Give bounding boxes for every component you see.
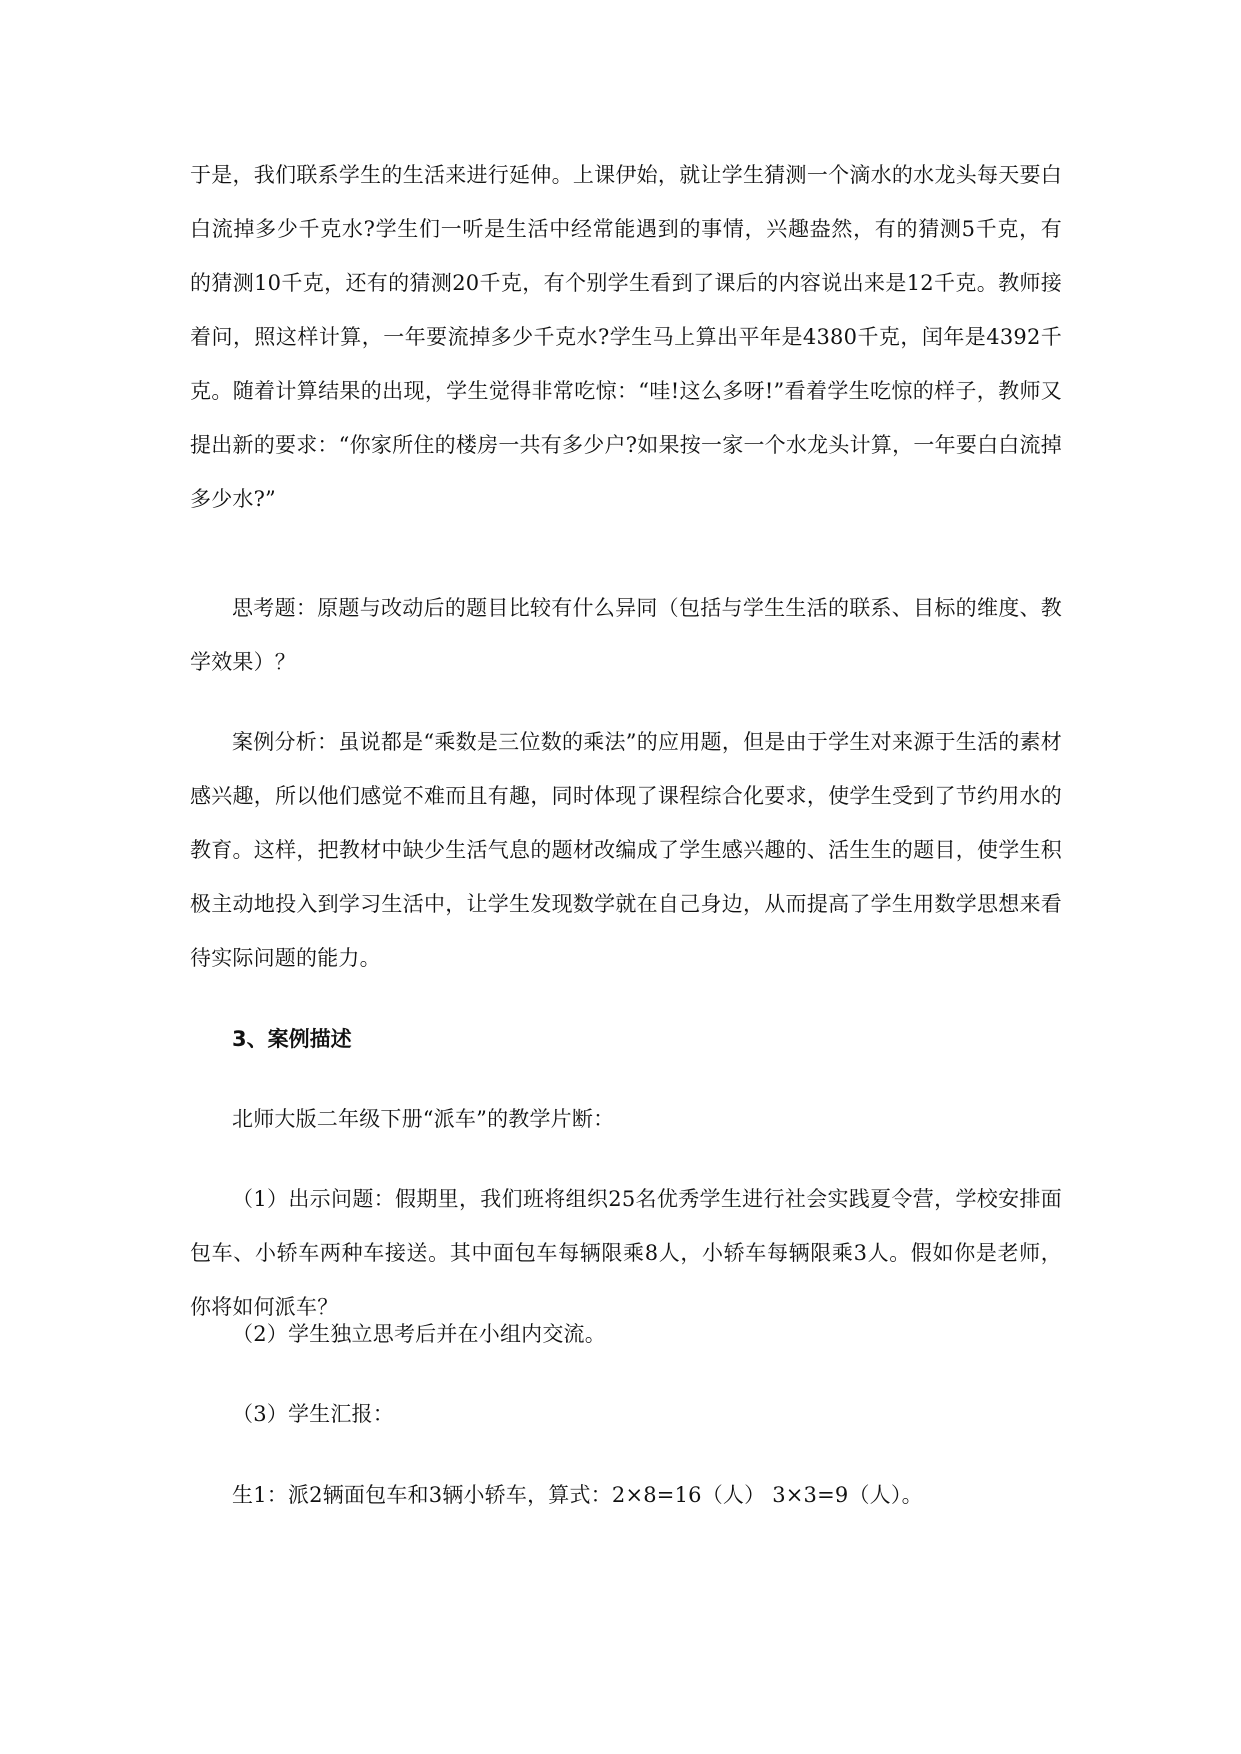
paragraph-thinking-question: 思考题：原题与改动后的题目比较有什么异同（包括与学生生活的联系、目标的维度、教学效果）？ (190, 596, 1062, 674)
paragraph-student-1: 生1：派2辆面包车和3辆小轿车，算式：2×8=16（人） 3×3=9（人）。 (232, 1483, 923, 1507)
paragraph-step-2: （2）学生独立思考后并在小组内交流。 (232, 1322, 606, 1346)
paragraph-step-1: （1）出示问题：假期里，我们班将组织25名优秀学生进行社会实践夏令营，学校安排面包车、小轿车两种车接送。其中面包车每辆限乘8人，小轿车每辆限乘3人。假如你是老师，你将如何派车？ (190, 1187, 1062, 1319)
paragraph-water-faucet: 于是，我们联系学生的生活来进行延伸。上课伊始，就让学生猜测一个滴水的水龙头每天要白白流掉多少千克水?学生们一听是生活中经常能遇到的事情，兴趣盎然，有的猜测5千克，有的猜测10千克，还有的猜测20千克，有个别学生看到了课后的内容说出来是12千克。教师接着问，照这样计算，一年要流掉多少千克水?学生马上算出平年是4380千克，闰年是4392千克。随着计算结果的出现，学生觉得非常吃惊：“哇!这么多呀!”看着学生吃惊的样子，教师又提出新的要求：“你家所住的楼房一共有多少户?如果按一家一个水龙头计算，一年要白白流掉多少水?” (190, 163, 1062, 511)
section-heading: 3、案例描述 (232, 1027, 352, 1051)
paragraph-case-analysis: 案例分析：虽说都是“乘数是三位数的乘法”的应用题，但是由于学生对来源于生活的素材感兴趣，所以他们感觉不难而且有趣，同时体现了课程综合化要求，使学生受到了节约用水的教育。这样，把教材中缺少生活气息的题材改编成了学生感兴趣的、活生生的题目，使学生积极主动地投入到学习生活中，让学生发现数学就在自己身边，从而提高了学生用数学思想来看待实际问题的能力。 (190, 730, 1062, 970)
paragraph-lesson-intro: 北师大版二年级下册“派车”的教学片断： (232, 1107, 615, 1131)
paragraph-step-3: （3）学生汇报： (232, 1402, 394, 1426)
